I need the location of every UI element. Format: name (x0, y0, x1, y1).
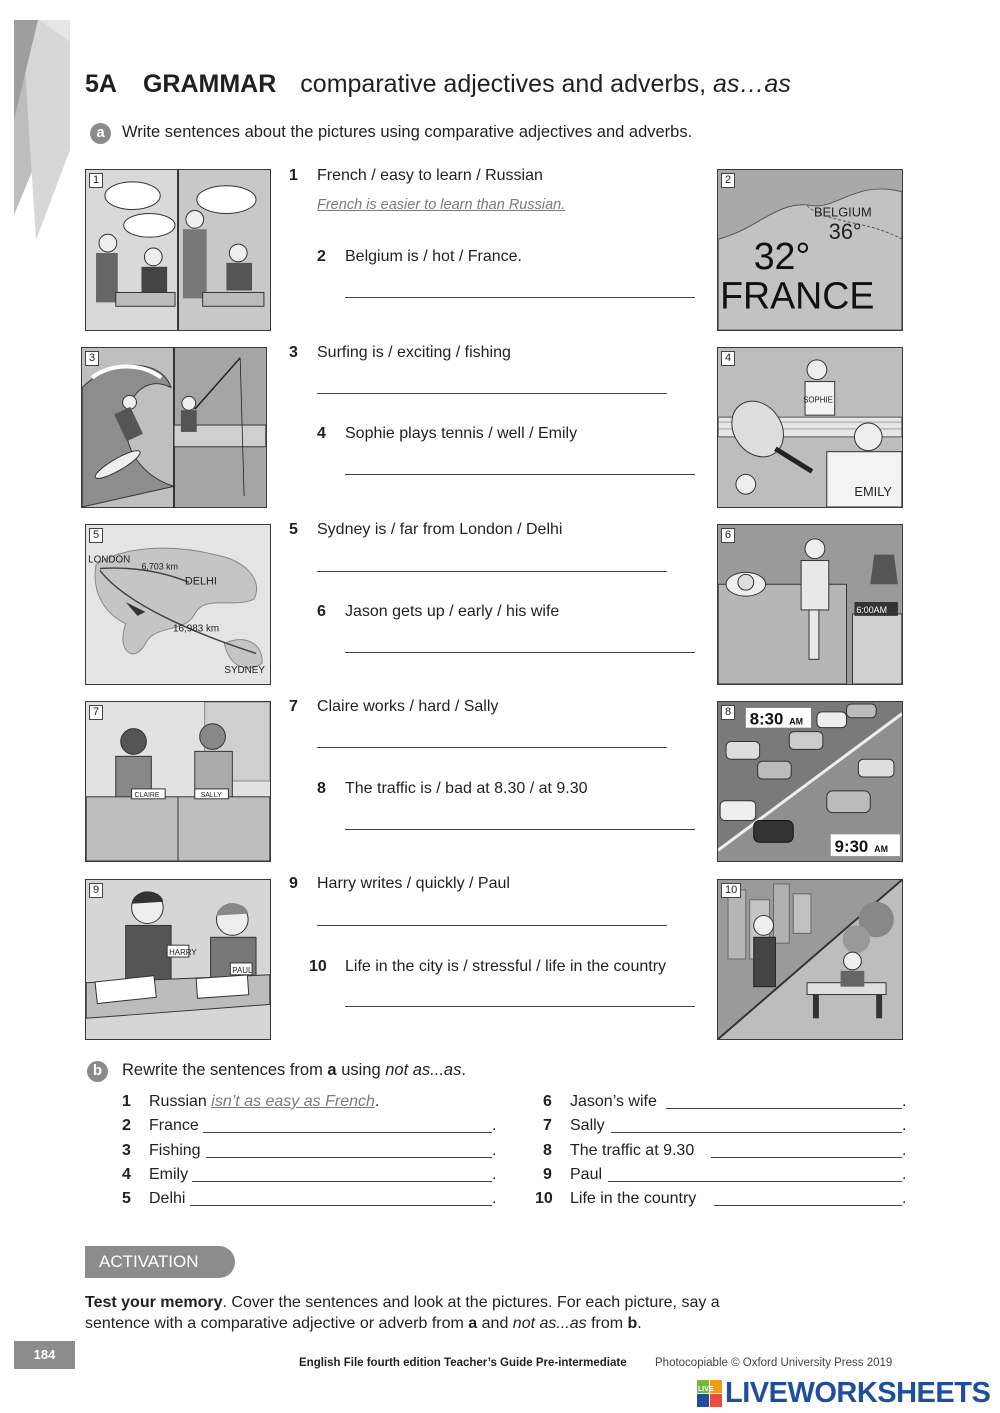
picture-5-world-map (85, 524, 271, 685)
bullet-a: a (90, 123, 111, 144)
answer-line-5[interactable] (317, 571, 667, 572)
rewrite-item-4 (122, 1166, 188, 1184)
instruction-b-italic: not as...as (385, 1061, 462, 1079)
tennis-label-sophie: SOPHIE (803, 395, 833, 405)
nameplate-sally: SALLY (200, 791, 222, 799)
picture-number: 6 (721, 528, 735, 543)
activation-text-3: from (586, 1315, 628, 1332)
rewrite-item-10 (535, 1190, 696, 1208)
section-description: comparative adjectives and adverbs, (300, 70, 707, 98)
map-label-temp-32: 32° (753, 234, 811, 277)
exercise-number: 7 (289, 698, 298, 715)
traffic-time-1: 8:30 (749, 709, 784, 729)
surfing-fishing-illustration (82, 348, 266, 507)
picture-number: 10 (721, 883, 741, 898)
rewrite-subject: Delhi (149, 1190, 186, 1207)
exercise-3 (289, 344, 511, 362)
exercise-number: 10 (309, 958, 327, 975)
exercise-number: 9 (289, 875, 298, 892)
answer-line-8[interactable] (345, 829, 695, 830)
example-answer: French is easier to learn than Russian. (317, 197, 566, 213)
rewrite-period: . (492, 1117, 497, 1134)
exercise-9 (289, 875, 510, 893)
logo-badge-text: LIVE (698, 1385, 714, 1393)
rewrite-subject: The traffic at 9.30 (570, 1142, 695, 1159)
rewrite-item-1 (122, 1093, 379, 1111)
activation-bold-a: a (468, 1315, 478, 1332)
picture-10-city-country (717, 879, 903, 1040)
activation-bold-b: b (627, 1315, 638, 1332)
instruction-b (122, 1061, 466, 1080)
rewrite-number: 3 (122, 1142, 131, 1159)
map-label-london: LONDON (88, 554, 131, 566)
picture-9-writing (85, 879, 271, 1040)
rewrite-line-10[interactable] (714, 1205, 902, 1206)
instruction-a: Write sentences about the pictures using comparative adjectives and adverbs. (122, 123, 693, 141)
page-number: 184 (14, 1341, 75, 1369)
rewrite-number: 5 (122, 1190, 131, 1207)
rewrite-line-4[interactable] (192, 1181, 492, 1182)
answer-line-10[interactable] (345, 1006, 695, 1007)
exercise-prompt: Belgium is / hot / France. (345, 248, 522, 265)
rewrite-number: 1 (122, 1093, 131, 1110)
picture-6-bedroom (717, 524, 903, 685)
badge-paul: PAUL (232, 965, 253, 975)
footer-book-title: English File fourth edition Teacher’s Guide Pre-intermediate (299, 1357, 627, 1369)
exercise-number: 5 (289, 521, 298, 538)
rewrite-number: 10 (535, 1190, 553, 1207)
picture-8-traffic (717, 701, 903, 862)
rewrite-line-5[interactable] (190, 1205, 492, 1206)
traffic-am-1: AM (789, 716, 804, 727)
rewrite-item-5 (122, 1190, 185, 1208)
activation-bold: Test your memory (85, 1294, 223, 1311)
exercise-number: 6 (317, 603, 326, 620)
rewrite-period: . (492, 1190, 497, 1207)
rewrite-period: . (902, 1093, 907, 1110)
world-map-illustration (86, 525, 270, 684)
picture-number: 7 (89, 705, 103, 720)
footer-copyright: Photocopiable © Oxford University Press 2019 (655, 1357, 893, 1369)
exercise-number: 4 (317, 425, 326, 442)
rewrite-period: . (492, 1166, 497, 1183)
rewrite-subject: Russian (149, 1093, 207, 1110)
map-label-belgium: BELGIUM (813, 204, 872, 220)
picture-2-map (717, 169, 903, 331)
exercise-1 (289, 167, 543, 185)
answer-line-2[interactable] (345, 297, 695, 298)
answer-line-7[interactable] (317, 747, 667, 748)
rewrite-subject: Paul (570, 1166, 603, 1183)
rewrite-subject: Fishing (149, 1142, 201, 1159)
rewrite-subject: Jason’s wife (570, 1093, 657, 1110)
exercise-prompt: Claire works / hard / Sally (317, 698, 499, 715)
rewrite-number: 9 (543, 1166, 552, 1183)
answer-line-6[interactable] (345, 652, 695, 653)
exercise-5 (289, 521, 562, 539)
rewrite-subject: Sally (570, 1117, 605, 1134)
corner-fan-decoration (0, 0, 75, 245)
rewrite-period: . (492, 1142, 497, 1159)
map-illustration (718, 170, 902, 330)
rewrite-subject: Emily (149, 1166, 189, 1183)
exercise-2 (317, 248, 522, 266)
picture-1-classroom (85, 169, 271, 331)
rewrite-subject: Life in the country (570, 1190, 697, 1207)
liveworksheets-logo-icon (697, 1380, 723, 1408)
map-label-sydney: SYDNEY (224, 665, 265, 677)
rewrite-number: 4 (122, 1166, 131, 1183)
picture-number: 2 (721, 173, 735, 188)
exercise-prompt: French / easy to learn / Russian (317, 167, 543, 184)
picture-number: 1 (89, 173, 103, 188)
answer-line-9[interactable] (317, 925, 667, 926)
activation-text-2: and (477, 1315, 513, 1332)
tennis-illustration (718, 348, 902, 507)
page-title (85, 70, 791, 99)
rewrite-line-8[interactable] (711, 1157, 902, 1158)
traffic-am-2: AM (874, 844, 889, 855)
picture-number: 4 (721, 351, 735, 366)
picture-4-tennis (717, 347, 903, 508)
rewrite-item-9 (543, 1166, 602, 1184)
nameplate-claire: CLAIRE (134, 791, 160, 799)
office-illustration (86, 702, 270, 861)
rewrite-item-6 (543, 1093, 657, 1111)
rewrite-example-answer: isn’t as easy as French (211, 1093, 375, 1110)
instruction-b-bold: a (327, 1061, 337, 1079)
bullet-b: b (87, 1061, 108, 1082)
exercise-8 (317, 780, 588, 798)
exercise-prompt: The traffic is / bad at 8.30 / at 9.30 (345, 780, 588, 797)
picture-3-surfing-fishing (81, 347, 267, 508)
rewrite-item-2 (122, 1117, 199, 1135)
instruction-b-text: Rewrite the sentences from (122, 1061, 328, 1079)
rewrite-period: . (902, 1142, 907, 1159)
rewrite-number: 7 (543, 1117, 552, 1134)
activation-banner: ACTIVATION (85, 1246, 235, 1278)
unit-code: 5A (85, 70, 117, 98)
rewrite-line-3[interactable] (206, 1157, 492, 1158)
picture-7-office (85, 701, 271, 862)
exercise-6 (317, 603, 559, 621)
bedroom-illustration (718, 525, 902, 684)
rewrite-line-6[interactable] (666, 1108, 902, 1109)
badge-harry: HARRY (169, 948, 197, 958)
map-label-distance-delhi: 6,703 km (141, 561, 178, 572)
picture-number: 9 (89, 883, 103, 898)
exercise-number: 2 (317, 248, 326, 265)
section-description-italic: as…as (713, 70, 791, 98)
exercise-prompt: Harry writes / quickly / Paul (317, 875, 510, 892)
picture-number: 5 (89, 528, 103, 543)
map-label-distance-sydney: 16,983 km (173, 623, 220, 635)
tennis-label-emily: EMILY (854, 484, 892, 500)
writing-illustration (86, 880, 270, 1039)
rewrite-period: . (902, 1190, 907, 1207)
exercise-prompt: Jason gets up / early / his wife (345, 603, 560, 620)
picture-number: 8 (721, 705, 735, 720)
rewrite-line-7[interactable] (611, 1132, 902, 1133)
rewrite-item-8 (543, 1142, 694, 1160)
classroom-illustration (86, 170, 270, 330)
exercise-4 (317, 425, 577, 443)
map-label-france: FRANCE (720, 274, 875, 317)
exercise-prompt: Sophie plays tennis / well / Emily (345, 425, 578, 442)
liveworksheets-logo-text: LIVEWORKSHEETS (725, 1377, 991, 1409)
rewrite-period: . (902, 1166, 907, 1183)
answer-line-4[interactable] (345, 474, 695, 475)
rewrite-subject: France (149, 1117, 199, 1134)
rewrite-line-9[interactable] (608, 1181, 902, 1182)
section-name: GRAMMAR (142, 70, 277, 98)
activation-text (85, 1292, 785, 1334)
activation-text-4: . (637, 1315, 642, 1332)
exercise-number: 8 (317, 780, 326, 797)
rewrite-number: 8 (543, 1142, 552, 1159)
traffic-illustration (718, 702, 902, 861)
map-label-delhi: DELHI (184, 575, 217, 588)
exercise-prompt: Surfing is / exciting / fishing (317, 344, 511, 361)
rewrite-item-7 (543, 1117, 605, 1135)
activation-text-1: . Cover the sentences and look at the pictures. For each picture, say a sentence with a comparative adjective or adverb from (85, 1294, 720, 1332)
exercise-10 (309, 958, 666, 976)
instruction-b-end: . (461, 1061, 466, 1079)
rewrite-line-2[interactable] (203, 1132, 492, 1133)
instruction-b-text-mid: using (336, 1061, 386, 1079)
exercise-7 (289, 698, 498, 716)
picture-number: 3 (85, 351, 99, 366)
rewrite-period: . (374, 1093, 380, 1110)
clock-label: 6:00AM (856, 604, 888, 615)
answer-line-3[interactable] (317, 393, 667, 394)
exercise-prompt: Life in the city is / stressful / life in the country (345, 958, 667, 975)
traffic-time-2: 9:30 (834, 837, 869, 857)
activation-italic: not as...as (512, 1315, 587, 1332)
exercise-number: 1 (289, 167, 298, 184)
exercise-number: 3 (289, 344, 298, 361)
rewrite-item-3 (122, 1142, 201, 1160)
rewrite-period: . (902, 1117, 907, 1134)
exercise-prompt: Sydney is / far from London / Delhi (317, 521, 563, 538)
rewrite-number: 6 (543, 1093, 552, 1110)
liveworksheets-logo[interactable] (697, 1377, 990, 1410)
map-label-temp-36: 36° (828, 219, 862, 245)
city-country-illustration (718, 880, 902, 1039)
rewrite-number: 2 (122, 1117, 131, 1134)
